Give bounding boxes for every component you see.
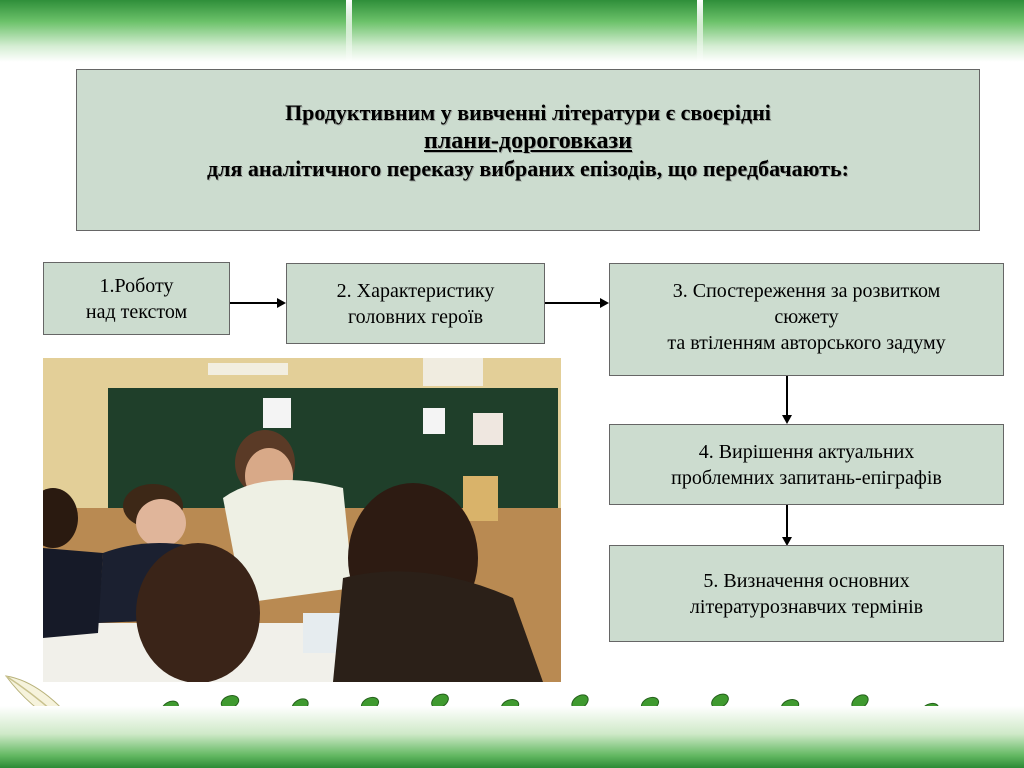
slide-title-box	[76, 69, 980, 231]
title-line-1: Продуктивним у вивченні літератури є своєрідні	[285, 100, 771, 125]
step-2-line-2: головних героїв	[347, 306, 484, 328]
step-box-5	[609, 545, 1004, 642]
classroom-photo	[43, 358, 561, 682]
step-5-line-2: літературознавчих термінів	[689, 596, 924, 618]
step-box-4	[609, 424, 1004, 505]
arrow-2-to-3	[545, 302, 601, 304]
step-2-line-1: 2. Характеристику	[336, 280, 495, 302]
step-1-line-1: 1.Роботу	[99, 275, 174, 297]
step-4-line-1: 4. Вирішення актуальних	[698, 441, 915, 463]
step-box-2	[286, 263, 545, 344]
step-3-line-3: та втіленням авторського задуму	[667, 332, 946, 354]
bottom-decorative-band	[0, 706, 1024, 768]
step-3-line-1: 3. Спостереження за розвитком	[672, 280, 941, 302]
step-box-1	[43, 262, 230, 335]
step-box-3	[609, 263, 1004, 376]
step-3-line-2: сюжету	[774, 306, 839, 328]
band-divider	[697, 0, 703, 62]
title-line-2: плани-дороговкази	[423, 128, 633, 154]
arrow-1-to-2	[230, 302, 278, 304]
top-decorative-band	[0, 0, 1024, 62]
step-5-line-1: 5. Визначення основних	[703, 570, 910, 592]
arrow-3-to-4	[786, 376, 788, 416]
step-1-line-2: над текстом	[85, 301, 188, 323]
band-divider	[346, 0, 352, 62]
step-4-line-2: проблемних запитань-епіграфів	[671, 467, 942, 489]
arrow-4-to-5	[786, 505, 788, 538]
title-line-3: для аналітичного переказу вибраних епізодів, що передбачають:	[207, 156, 849, 181]
